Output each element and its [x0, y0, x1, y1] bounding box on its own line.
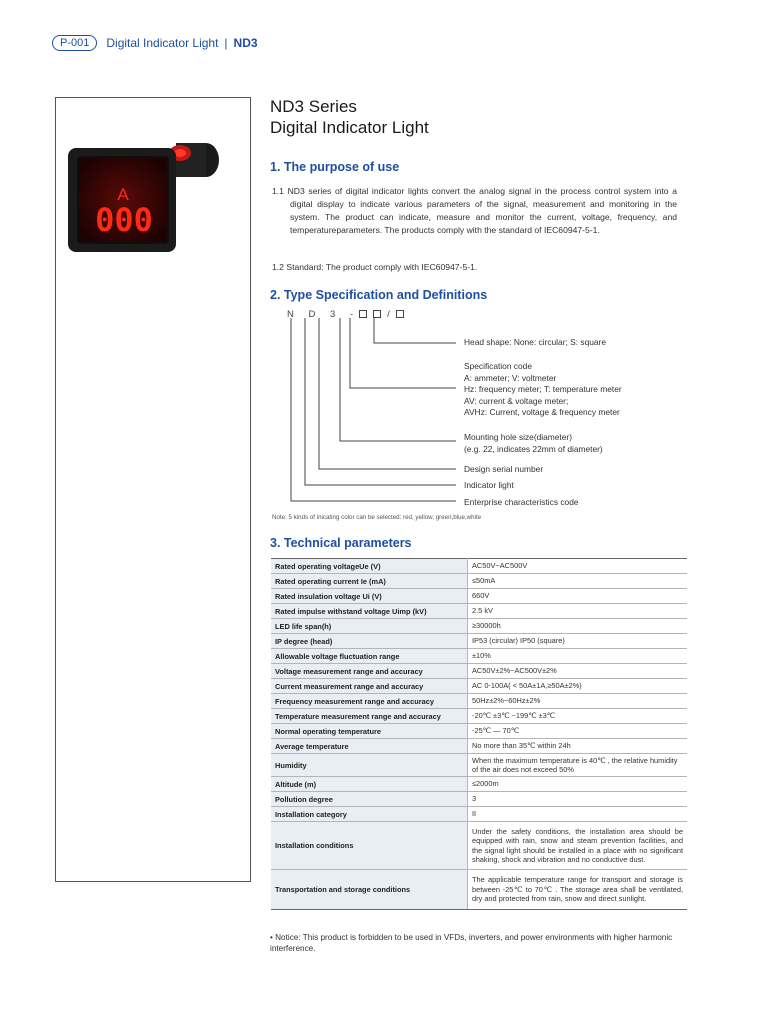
annotation-enterprise: Enterprise characteristics code [464, 497, 579, 507]
page-tag: P-001 [52, 35, 97, 51]
type-code-slash: / [387, 309, 396, 320]
param-name: IP degree (head) [271, 634, 468, 649]
leader-enterprise [291, 318, 456, 501]
title-line2: Digital Indicator Light [270, 118, 429, 137]
section1-heading: 1. The purpose of use [270, 160, 400, 174]
leader-spec-code [350, 318, 456, 388]
table-row [271, 664, 687, 679]
section1-p2-text: 1.2 Standard: The product comply with IEC60947-5-1. [272, 262, 478, 272]
table-row [271, 754, 687, 777]
table-row [271, 792, 687, 807]
section3-heading: 3. Technical parameters [270, 536, 412, 550]
table-row [271, 822, 687, 870]
technical-parameters-table [271, 558, 687, 910]
param-name: Altitude (m) [271, 777, 468, 792]
spec-code-line: AVHz: Current, voltage & frequency meter [464, 407, 620, 418]
spec-code-line: Specification code [464, 361, 532, 371]
param-value: IP53 (circular) IP50 (square) [468, 634, 688, 649]
param-name: Installation category [271, 807, 468, 822]
param-value: 50Hz±2%~60Hz±2% [468, 694, 688, 709]
annotation-mounting [464, 432, 603, 455]
table-row [271, 619, 687, 634]
param-name: Rated impulse withstand voltage Uimp (kV) [271, 604, 468, 619]
param-name: Rated operating current Ie (mA) [271, 574, 468, 589]
section1-paragraph1 [272, 185, 677, 237]
product-image [56, 98, 252, 258]
param-value: Under the safety conditions, the installation area should be equipped with rain, snow and steam prevention facilities, and the signal light should be installed in a place with no significant shaking, shock and vibration and no conductive dust. [468, 822, 688, 870]
code-box [373, 310, 381, 318]
table-row [271, 649, 687, 664]
table-row [271, 777, 687, 792]
annotation-indicator: Indicator light [464, 480, 514, 490]
param-name: Rated insulation voltage Ui (V) [271, 589, 468, 604]
param-value: AC50V±2%~AC500V±2% [468, 664, 688, 679]
table-row [271, 807, 687, 822]
param-value: ±10% [468, 649, 688, 664]
mounting-line: Mounting hole size(diameter) [464, 432, 572, 442]
display-digits: 000 [95, 201, 153, 239]
mounting-line: (e.g. 22, indicates 22mm of diameter) [464, 443, 603, 454]
page-title [270, 96, 429, 138]
product-image-frame [55, 97, 251, 882]
param-name: Rated operating voltageUe (V) [271, 559, 468, 574]
param-value: AC 0-100A( < 50A±1A,≥50A±2%) [468, 679, 688, 694]
param-name: Pollution degree [271, 792, 468, 807]
param-name: Voltage measurement range and accuracy [271, 664, 468, 679]
color-note: Note: 5 kinds of inicating color can be selected: red, yellow, green,blue,white [272, 514, 482, 521]
param-name: Allowable voltage fluctuation range [271, 649, 468, 664]
param-value: AC50V~AC500V [468, 559, 688, 574]
table-row [271, 870, 687, 910]
table-row [271, 709, 687, 724]
param-value: ≤50mA [468, 574, 688, 589]
leader-mounting [340, 318, 456, 441]
param-value: -20℃ ±3℃ ~199℃ ±3℃ [468, 709, 688, 724]
param-value: -25℃ — 70℃ [468, 724, 688, 739]
header-model: ND3 [233, 36, 258, 50]
section2-heading: 2. Type Specification and Definitions [270, 288, 488, 302]
table-row [271, 589, 687, 604]
spec-code-line: Hz: frequency meter; T: temperature meter [464, 384, 622, 395]
notice-text: • Notice: This product is forbidden to be used in VFDs, inverters, and power environments with higher harmonic interference. [270, 933, 673, 953]
param-name: Installation conditions [271, 822, 468, 870]
table-row [271, 739, 687, 754]
param-name: Transportation and storage conditions [271, 870, 468, 910]
type-code [287, 309, 410, 320]
leader-design [319, 318, 456, 469]
leader-head-shape [374, 318, 456, 343]
header-separator: | [224, 36, 228, 50]
param-name: LED life span(h) [271, 619, 468, 634]
table-row [271, 574, 687, 589]
param-name: Humidity [271, 754, 468, 777]
spec-code-line: AV: current & voltage meter; [464, 395, 569, 406]
code-box [359, 310, 367, 318]
param-value: The applicable temperature range for transport and storage is between -25℃ to 70℃ . The storage area shall be ventilated, dry and protected from rain, snow and direct sunlight. [468, 870, 688, 910]
section1-p1-text: 1.1 ND3 series of digital indicator lights convert the analog signal in the process control system into a digital display to indicate various parameters of the signal, measurement and monitoring in the system. The product can indicate, measure and monitor the current, voltage, frequency, and temperatureparameters. The products comply with the standard of IEC60947-5-1. [272, 186, 677, 235]
header-category: Digital Indicator Light [106, 36, 219, 50]
code-box [396, 310, 404, 318]
param-value: II [468, 807, 688, 822]
table-row [271, 679, 687, 694]
table-row [271, 724, 687, 739]
leader-indicator [305, 318, 456, 485]
title-line1: ND3 Series [270, 97, 357, 116]
param-name: Frequency measurement range and accuracy [271, 694, 468, 709]
param-value: No more than 35℃ within 24h [468, 739, 688, 754]
table-row [271, 634, 687, 649]
param-name: Normal operating temperature [271, 724, 468, 739]
param-name: Average temperature [271, 739, 468, 754]
table-row [271, 604, 687, 619]
display-letter: A [117, 185, 129, 204]
param-value: 660V [468, 589, 688, 604]
type-code-prefix: N D 3 - [287, 309, 360, 320]
param-name: Current measurement range and accuracy [271, 679, 468, 694]
param-value: ≥30000h [468, 619, 688, 634]
annotation-head-shape: Head shape: None: circular; S: square [464, 337, 606, 347]
param-value: 3 [468, 792, 688, 807]
annotation-spec-code [464, 361, 622, 419]
param-name: Temperature measurement range and accuracy [271, 709, 468, 724]
page-header [52, 35, 258, 51]
param-value: When the maximum temperature is 40℃ , the relative humidity of the air does not exceed 50% [468, 754, 688, 777]
table-row [271, 694, 687, 709]
spec-code-line: A: ammeter; V: voltmeter [464, 372, 557, 383]
param-value: 2.5 kV [468, 604, 688, 619]
param-value: ≤2000m [468, 777, 688, 792]
annotation-design: Design serial number [464, 464, 544, 474]
table-row [271, 559, 687, 574]
